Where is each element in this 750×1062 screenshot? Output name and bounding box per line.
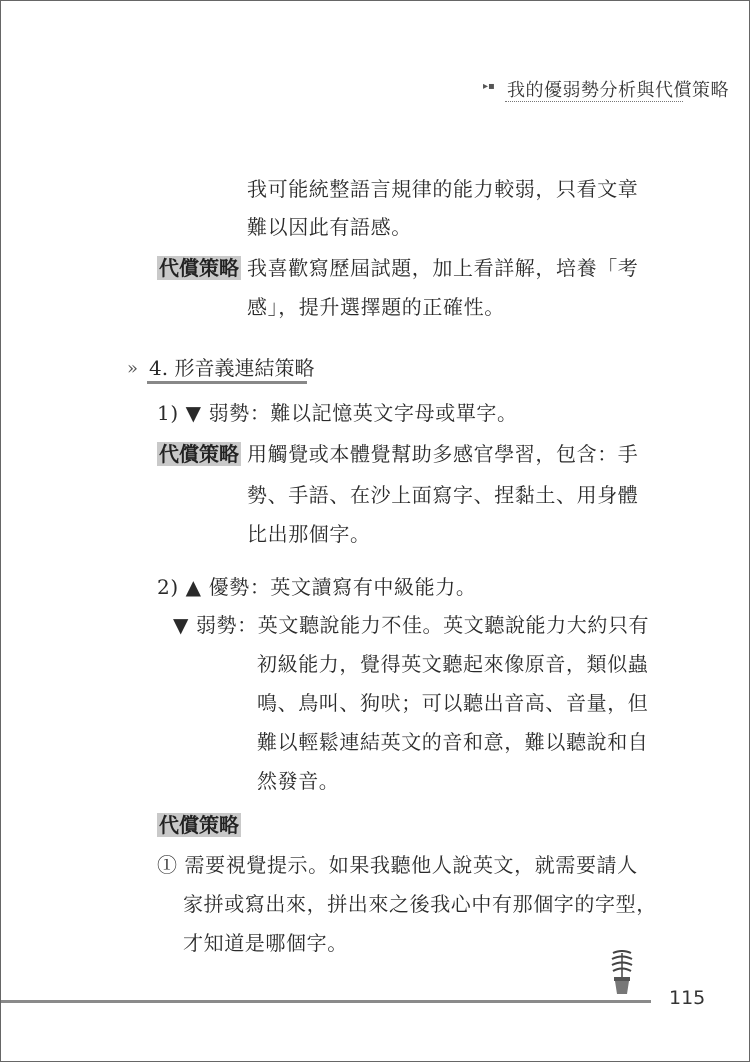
section-underline <box>147 381 307 384</box>
paragraph-line: 家拼或寫出來，拼出來之後我心中有那個字的字型， <box>183 892 657 916</box>
paragraph-line: 感」，提升選擇題的正確性。 <box>247 295 505 319</box>
running-header <box>483 73 729 103</box>
weakness-item: ▼ 弱勢：英文聽說能力不佳。英文聽說能力大約只有 <box>173 613 650 637</box>
weakness-item: 1) ▼ 弱勢：難以記憶英文字母或單字。 <box>157 401 518 425</box>
paragraph-line: 初級能力，覺得英文聽起來像原音，類似蟲 <box>257 652 649 676</box>
paragraph-line: 我可能統整語言規律的能力較弱，只看文章 <box>247 177 639 201</box>
paragraph-line: 比出那個字。 <box>247 522 371 546</box>
page-number: 115 <box>669 987 706 1009</box>
paragraph-line: 用觸覺或本體覺幫助多感官學習，包含：手 <box>247 442 639 466</box>
header-title: 我的優弱勢分析與代償策略 <box>507 80 729 101</box>
paragraph-line: 鳴、鳥叫、狗吠；可以聽出音高、音量，但 <box>257 691 649 715</box>
strength-item: 2) ▲ 優勢：英文讀寫有中級能力。 <box>157 575 477 599</box>
paragraph-line: 我喜歡寫歷屆試題，加上看詳解，培養「考 <box>247 256 639 280</box>
paragraph-line: 難以輕鬆連結英文的音和意，難以聽說和自 <box>257 730 649 754</box>
section-marker-icon: » <box>127 358 139 379</box>
potted-plant-icon <box>607 949 637 995</box>
header-dotted-rule <box>505 101 683 102</box>
strategy-label: 代償策略 <box>159 442 239 466</box>
paragraph-line: 然發音。 <box>257 769 340 793</box>
paragraph-line: 難以因此有語感。 <box>247 215 412 239</box>
footer-rule <box>1 1000 651 1003</box>
strategy-label: 代償策略 <box>159 813 239 837</box>
paragraph-line: 才知道是哪個字。 <box>183 931 348 955</box>
section-title: 4. 形音義連結策略 <box>149 356 315 380</box>
paragraph-line: ① 需要視覺提示。如果我聽他人說英文，就需要請人 <box>157 853 638 877</box>
strategy-label: 代償策略 <box>159 256 239 280</box>
paragraph-line: 勢、手語、在沙上面寫字、捏黏土、用身體 <box>247 483 639 507</box>
header-marker: ▸▪ <box>483 81 495 92</box>
